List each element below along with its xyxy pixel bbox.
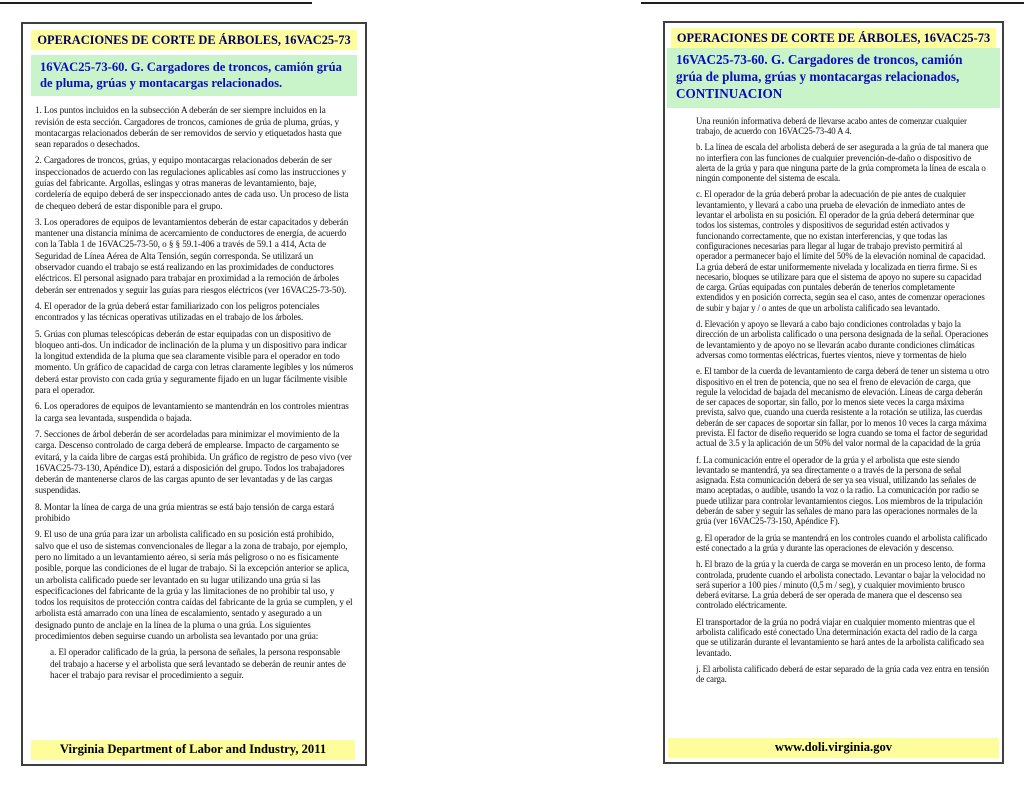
paragraph-4: 4. El operador de la grúa deberá estar familiarizado con los peligros potenciales encontrados y las técnicas operativas utilizadas en el trabajo de los árboles. bbox=[35, 300, 320, 323]
paragraph-c: c. El operador de la grúa deberá probar la adecuación de pie antes de cualquier levantamiento, y llevará a cabo una prueba de elevación de inmediato antes de levantar el arbolista en su posición. El operador de la grúa deberá determinar que todos los sistemas, controles y dispositivos de seguridad estén activados y funcionando correctamente, que no existan interferencias, y que todas las configuraciones necesarias para llegar al lugar de trabajo previsto permitirá al operador a permanecer bajo el límite del 50% de la elevación nominal de capacidad. La grúa deberá de estar uniformemente nivelada y localizada en tierra firme. Si es necesario, bloques se utilizare para que el sistema de apoyo no supere su capacidad de carga. Grúas equipadas con puntales deberán de tenerlos completamente extendidos y en posición correcta, según sea el caso, antes de comenzar operaciones de subir y bajar y / o antes de que un arbolista calificado sea levantado. bbox=[696, 189, 986, 313]
page-right-body bbox=[696, 116, 989, 691]
paragraph-h: h. El brazo de la grúa y la cuerda de carga se moverán en un proceso lento, de forma controlada, prudente cuando el arbolista conectado. Levantar o bajar la velocidad no será superior a 100 pies / minuto (0,5 m / seg), y cualquier movimiento brusco deberá evitarse. La grúa deberá de ser operada de manera que el descenso sea controlado eléctricamente. bbox=[696, 559, 986, 611]
page-right-section-heading-band bbox=[667, 48, 1000, 108]
paragraph-5: 5. Grúas con plumas telescópicas deberán de estar equipadas con un dispositivo de bloqueo anti-dos. Un indicador de inclinación de la pluma y un dispositivo para indicar la longitud extendida de la pluma que sea claramente visible para el operador en todo momento. Un gráfico de capacidad de carga con letras claramente legibles y los números deberá estar provisto con cada grúa y seguramente fijado en un lugar fácilmente visible para el operador. bbox=[35, 328, 354, 396]
page-left-body bbox=[35, 105, 354, 686]
paragraph-d: d. Elevación y apoyo se llevará a cabo bajo condiciones controladas y bajo la dirección de un arbolista calificado o una persona designada de la señal. Operaciones de levantamiento y de apoyo no se llevarán acabo durante condiciones climáticas adversas como tormentas eléctricas, fuertes vientos, nieve y tormentas de hielo bbox=[696, 319, 989, 360]
page-right-footer-text: www.doli.virginia.gov bbox=[774, 740, 893, 754]
page-left-footer-band bbox=[31, 740, 355, 760]
paragraph-j: j. El arbolista calificado deberá de estar separado de la grúa cada vez entra en tensión de carga. bbox=[696, 663, 989, 685]
paragraph-7: 7. Secciones de árbol deberán de ser acordeladas para minimizar el movimiento de la carga. Descenso controlado de carga deberá de emplearse. Impacto de cargamento se evitará, y la caída libre de cargas está prohibida. Un gráfico de registro de peso vivo (ver 16VAC25-73-130, Apéndice D), estará a disposición del grupo. Todos los trabajadores deberán de mantenerse claros de las cargas apunto de ser levantadas y de las cargas suspendidas. bbox=[35, 428, 352, 496]
page-left-section-heading-band bbox=[31, 55, 357, 96]
scan-edge-line-right bbox=[641, 2, 1024, 4]
page-left-footer-text: Virginia Department of Labor and Industry, 2011 bbox=[59, 742, 327, 756]
page-right-header-band bbox=[671, 28, 996, 48]
page-left-section-heading: 16VAC25-73-60. G. Cargadores de troncos, camión grúa de pluma, grúas y montacargas relacionados. bbox=[40, 60, 342, 91]
page-right-header-title: OPERACIONES DE CORTE DE ÁRBOLES, 16VAC25-73 bbox=[676, 31, 991, 45]
paragraph-1: 1. Los puntos incluidos en la subsección A deberán de ser siempre incluidos en la revisión de esta sección. Cargadores de troncos, camiones de grúa de pluma, grúas, y montacargas relacionados deberán de ser removidos de servio y etiquetados hasta que sean reparados o desechados. bbox=[35, 105, 342, 150]
paragraph-6: 6. Los operadores de equipos de levantamiento se mantendrán en los controles mientras la carga sea levantada, suspendida o bajada. bbox=[35, 401, 349, 423]
paragraph-g: g. El operador de la grúa se mantendrá en los controles cuando el arbolista calificado esté conectado a la grúa y durante las operaciones de elevación y descenso. bbox=[696, 532, 988, 553]
paragraph-9a: a. El operador calificado de la grúa, la persona de señales, la persona responsable del trabajo a hacerse y el arbolista que será levantado se deberán de reunir antes de hacer el trabajo para revisar el procedimiento a seguir. bbox=[50, 647, 346, 680]
paragraph-a-continuation: Una reunión informativa deberá de llevarse acabo antes de comenzar cualquier trabajo, de acuerdo con 16VAC25-73-40 A 4. bbox=[696, 115, 967, 136]
page-right-section-heading: 16VAC25-73-60. G. Cargadores de troncos, camión grúa de pluma, grúas y montacargas relacionados, CONTINUACION bbox=[676, 52, 963, 101]
paragraph-i: El transportador de la grúa no podrá viajar en cualquier momento mientras que el arbolista calificado esté conectado Una determinación exacta del radio de la carga que se utilizarán durante el levantamiento se hará antes de la arbolista calificado sea levantado. bbox=[696, 616, 984, 658]
paragraph-3: 3. Los operadores de equipos de levantamientos deberán de estar capacitados y deberán mantener una distancia mínima de acercamiento de conductores de energía, de acuerdo con la Tabla 1 de 16VAC25-73-50, o § § 59.1-406 a través de 59.1 a 414, Acta de Seguridad de Línea Aérea de Alta Tensión, según corresponda. Se utilizará un observador cuando el trabajo se está realizando en las proximidades de conductores eléctricos. El personal asignado para trabajar en proximidad a la remoción de árboles deberán ser entrenados y seguir las guías para riesgos eléctricos (ver 16VAC25-73-50). bbox=[35, 216, 349, 295]
paragraph-2: 2. Cargadores de troncos, grúas, y equipo montacargas relacionados deberán de ser inspeccionados de acuerdo con las regulaciones aplicables así como las instrucciones y guías del fabricante. Argollas, eslingas y otras maneras de levantamiento, baje, cordelería de equipo deberá de ser inspeccionado antes de cada uso. Un proceso de lista de chequeo deberá de estar disponible para el grupo. bbox=[35, 155, 349, 211]
document-page-left bbox=[21, 22, 367, 766]
paragraph-e: e. El tambor de la cuerda de levantamiento de carga deberá de tener un sistema u otro dispositivo en el tren de potencia, que no sea el freno de elevación de carga, que regule la velocidad de bajada del mecanismo de elevación. Líneas de carga deberán de ser capaces de soportar, sin fallo, por lo menos siete veces la carga máxima prevista, salvo que, cuando una cuerda resistente a la rotación se utiliza, las cuerdas deberán de ser capaces de soportar sin fallar, por lo menos 10 veces la carga máxima prevista. El factor de diseño requerido se logra cuando se toma el factor de seguridad actual de 3.5 y la aplicación de un 50% del valor normal de la capacidad de la grúa bbox=[696, 366, 989, 449]
page-right-footer-band bbox=[668, 738, 999, 758]
document-page-right bbox=[663, 21, 1004, 764]
page-left-header-band bbox=[31, 30, 357, 50]
paragraph-b: b. La línea de escala del arbolista deberá de ser asegurada a la grúa de tal manera que no interfiera con las funciones de cualquier prevención-de-daño o dispositivo de alerta de la grúa y para que ninguna parte de la grúa comprometa la línea de escala o ningún componente del sistema de escala. bbox=[696, 142, 989, 184]
paragraph-8: 8. Montar la línea de carga de una grúa mientras se está bajo tensión de carga estará prohibido bbox=[35, 501, 335, 524]
page-left-header-title: OPERACIONES DE CORTE DE ÁRBOLES, 16VAC25-73 bbox=[37, 33, 351, 47]
scan-edge-line-left bbox=[0, 2, 312, 4]
paragraph-9: 9. El uso de una grúa para izar un arbolista calificado en su posición está prohibido, salvo que el uso de sistemas convencionales de llegar a la zona de trabajo, por ejemplo, pero no limitado a un levantamiento aéreo, si sería más peligroso o no es físicamente posible, porque las condiciones de el lugar de trabajo. Si la excepción anterior se aplica, un arbolista calificado puede ser levantado en su lugar utilizando una grúa si las especificaciones del fabricante de la grúa y las limitaciones de no prohibir tal uso, y todos los requisitos de protección contra caídas del fabricante de la grúa se cumplen, y el arbolista está amarrado con una línea de escalamiento, sentado y asegurado a un designado punto de anclaje en la línea de la pluma o una grúa. Los siguientes procedimientos deben seguirse cuando un arbolista sea levantado por una grúa: bbox=[35, 529, 353, 641]
paragraph-f: f. La comunicación entre el operador de la grúa y el arbolista que este siendo levantado se mantendrá, ya sea directamente o a través de la persona de señal asignada. Esta comunicación deberá de ser ya sea visual, utilizando las señales de mano aceptadas, o audible, usando la voz o la radio. La comunicación por radio se puede utilizar para controlar levantamientos ciegos. Los miembros de la tripulación deberán de saber y seguir las señales de mano para las operaciones normales de la grúa (ver 16VAC25-73-150, Apéndice F). bbox=[696, 454, 983, 527]
